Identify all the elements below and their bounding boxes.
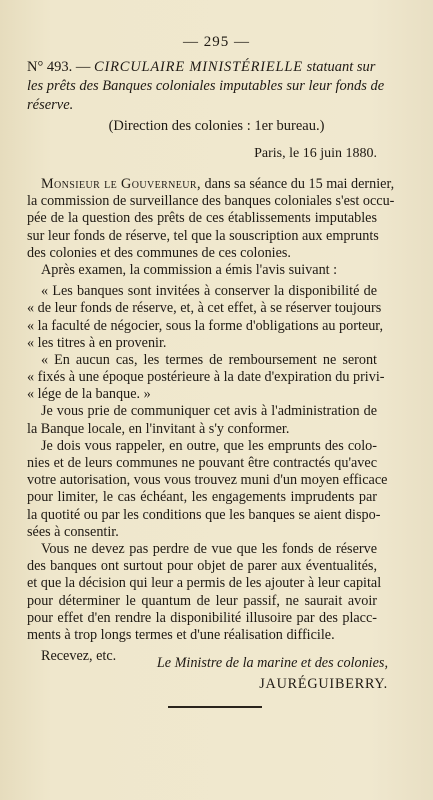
paragraph-4-line-5: la quotité ou par les conditions que les banques se aient dispo- <box>27 506 381 523</box>
letter-body <box>27 176 395 665</box>
direction-line <box>0 118 433 135</box>
title-number: N° 493. — <box>27 59 91 75</box>
paragraph-4-line-2: nies et de leurs communes ne pouvant être contractés qu'avec <box>27 455 377 471</box>
quote-1-line-4: « les titres à en provenir. <box>27 334 167 351</box>
paragraph-4-line-6: sées à consentir. <box>27 523 119 540</box>
paragraph-5-line-6: ments à trop longs termes et d'une réalisation difficile. <box>27 626 335 643</box>
paragraph-5-line-2: des banques ont surtout pour objet de parer aux éventualités, <box>27 558 377 575</box>
closing-line: Recevez, etc. <box>41 648 117 665</box>
quote-1-line-3: « la faculté de négocier, sous la forme d'obligations au porteur, <box>27 317 383 334</box>
page-number: — 295 — <box>183 34 250 50</box>
signature-name: JAURÉGUIBERRY. <box>259 676 388 692</box>
paragraph-1-line-5: des colonies et des communes de ces colonies. <box>27 244 291 261</box>
paragraph-1-line-4: sur leur fonds de réserve, tel que la souscription aux emprunts <box>27 227 379 244</box>
closing-rule <box>168 706 262 708</box>
paragraph-4-line-4: pour limiter, le cas échéant, les engagements imprudents par <box>27 489 377 506</box>
paragraph-4-line-3: votre autorisation, vous vous trouvez muni d'un moyen efficace <box>27 472 388 489</box>
signature-title: Le Ministre de la marine et des colonies, <box>156 655 388 671</box>
paragraph-3-line-2: la Banque locale, en l'invitant à s'y conformer. <box>27 420 290 437</box>
paragraph-1-line-3: pée de la question des prêts de ces établissements imputables <box>27 210 377 227</box>
paragraph-5-line-1: Vous ne devez pas perdre de vue que les fonds de réserve <box>41 540 377 557</box>
quote-1-line-2: « de leur fonds de réserve, et, à cet effet, à se réserver toujours <box>27 300 382 317</box>
quote-2-line-3: « lége de la banque. » <box>27 386 151 403</box>
title-caps: CIRCULAIRE MINISTÉRIELLE <box>94 59 303 75</box>
paragraph-1-line-2: la commission de surveillance des banques coloniales s'est occu- <box>27 193 395 210</box>
paragraph-5-line-5: pour effet d'en rendre la disponibilité illusoire par des placc- <box>27 609 377 626</box>
quote-2-line-1: « En aucun cas, les termes de remboursement ne seront <box>41 351 377 368</box>
salutation: Monsieur le Gouverneur, <box>41 176 201 192</box>
direction-text: (Direction des colonies : 1er bureau.) <box>108 118 325 134</box>
quote-2-line-2: « fixés à une époque postérieure à la date d'expiration du privi- <box>27 369 385 386</box>
title-line-2: les prêts des Banques coloniales imputables sur leur fonds de <box>27 78 385 94</box>
quote-1-line-1: « Les banques sont invitées à conserver la disponibilité de <box>41 283 377 300</box>
paragraph-5-line-3: et que la décision qui leur a permis de les ajouter à leur capital <box>27 575 382 592</box>
dateline: Paris, le 16 juin 1880. <box>254 146 377 161</box>
paragraph-2-line-1: Après examen, la commission a émis l'avis suivant : <box>41 261 338 278</box>
salutation-rest: dans sa séance du 15 mai dernier, <box>200 176 395 192</box>
paragraph-5-line-4: pour déterminer le quantum de leur passif, ne saurait avoir <box>27 592 377 609</box>
paragraph-4-line-1: Je dois vous rappeler, en outre, que les emprunts des colo- <box>41 437 377 454</box>
paragraph-3-line-1: Je vous prie de communiquer cet avis à l'administration de <box>41 403 377 420</box>
paragraph-1-line-1 <box>27 176 395 193</box>
title-line-3: réserve. <box>27 97 74 113</box>
document-title <box>27 58 407 115</box>
title-rest: statuant sur <box>306 59 376 75</box>
